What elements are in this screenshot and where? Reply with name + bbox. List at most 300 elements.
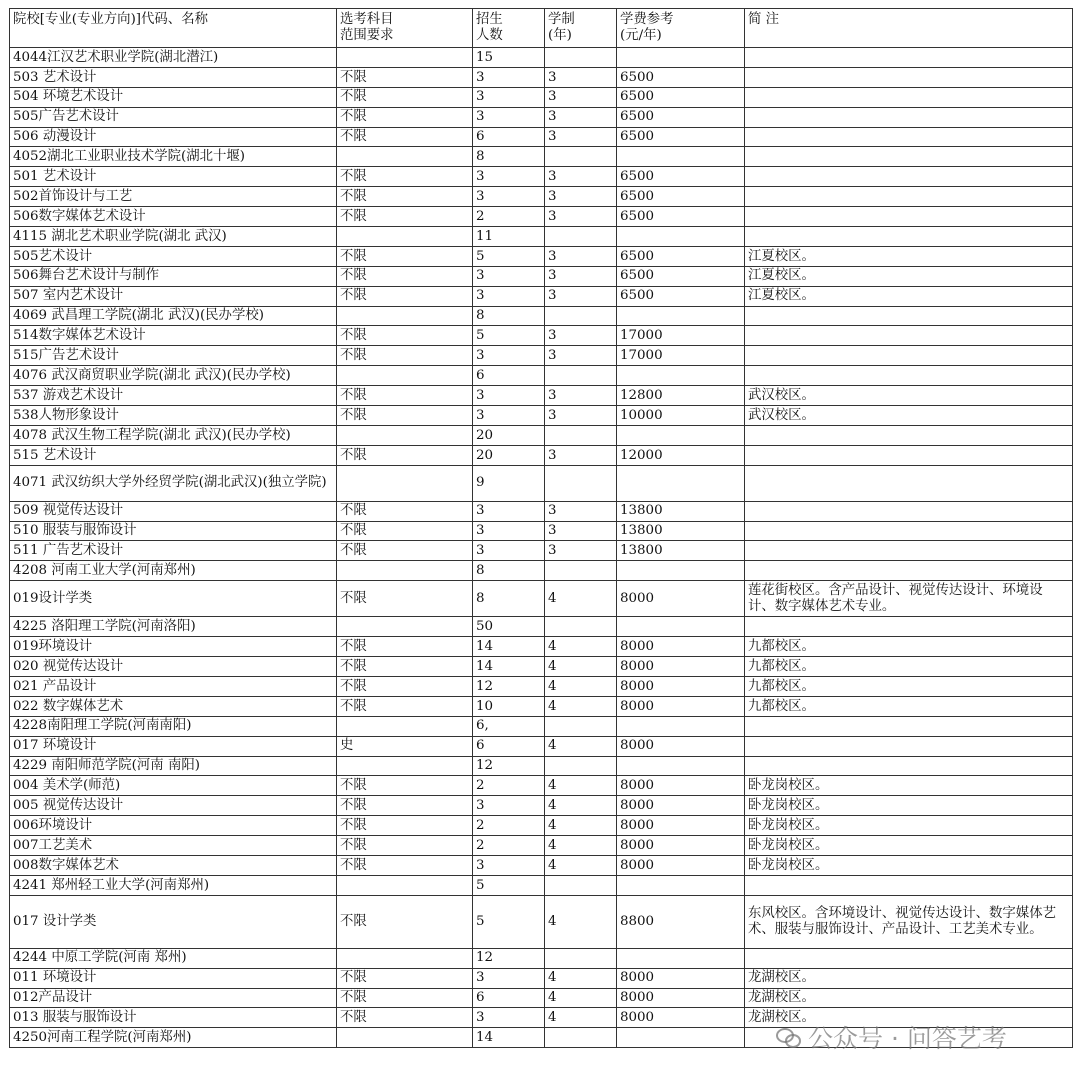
table-cell: 11: [473, 227, 545, 247]
table-row: [10, 207, 1073, 227]
table-cell: [745, 227, 1073, 247]
table-cell: 005 视觉传达设计: [10, 796, 337, 816]
table-cell: 8: [473, 147, 545, 167]
table-cell: [337, 756, 473, 776]
table-row: [10, 988, 1073, 1008]
table-cell: 卧龙岗校区。: [745, 816, 1073, 836]
table-row: [10, 227, 1073, 247]
table-cell: [545, 948, 617, 968]
table-cell: [337, 1028, 473, 1048]
table-cell: 不限: [337, 776, 473, 796]
table-cell: 不限: [337, 895, 473, 948]
table-cell: 4: [545, 895, 617, 948]
table-row: [10, 445, 1073, 465]
table-cell: [745, 326, 1073, 346]
table-cell: 不限: [337, 501, 473, 521]
table-cell: 3: [545, 445, 617, 465]
table-cell: [337, 425, 473, 445]
table-cell: 8800: [617, 895, 745, 948]
table-cell: 006环境设计: [10, 816, 337, 836]
table-row: [10, 406, 1073, 426]
table-cell: [745, 127, 1073, 147]
table-row: [10, 306, 1073, 326]
enrollment-table: [9, 8, 1073, 1048]
table-cell: 3: [545, 87, 617, 107]
table-cell: 不限: [337, 521, 473, 541]
table-cell: 511 广告艺术设计: [10, 541, 337, 561]
table-row: [10, 187, 1073, 207]
table-cell: 3: [473, 187, 545, 207]
table-cell: 4: [545, 796, 617, 816]
table-cell: 3: [473, 87, 545, 107]
table-cell: 武汉校区。: [745, 386, 1073, 406]
table-cell: 8000: [617, 581, 745, 617]
table-cell: 13800: [617, 501, 745, 521]
table-cell: [545, 561, 617, 581]
table-cell: 14: [473, 1028, 545, 1048]
table-cell: 3: [473, 266, 545, 286]
table-row: [10, 67, 1073, 87]
table-cell: 4: [545, 657, 617, 677]
table-cell: [337, 561, 473, 581]
table-cell: [745, 875, 1073, 895]
table-row: [10, 855, 1073, 875]
table-cell: 3: [545, 286, 617, 306]
table-cell: 17000: [617, 326, 745, 346]
table-cell: 3: [545, 541, 617, 561]
table-cell: 14: [473, 657, 545, 677]
table-cell: 3: [545, 326, 617, 346]
table-cell: 4076 武汉商贸职业学院(湖北 武汉)(民办学校): [10, 366, 337, 386]
table-cell: 17000: [617, 346, 745, 366]
table-row: [10, 968, 1073, 988]
table-cell: 515 艺术设计: [10, 445, 337, 465]
table-cell: 不限: [337, 581, 473, 617]
table-cell: [617, 561, 745, 581]
table-cell: 506数字媒体艺术设计: [10, 207, 337, 227]
table-cell: 卧龙岗校区。: [745, 836, 1073, 856]
table-cell: [337, 948, 473, 968]
header-cell: 院校[专业(专业方向)]代码、名称: [10, 9, 337, 48]
table-cell: 506 动漫设计: [10, 127, 337, 147]
table-cell: 卧龙岗校区。: [745, 796, 1073, 816]
table-cell: 不限: [337, 796, 473, 816]
table-cell: 8000: [617, 736, 745, 756]
table-cell: 莲花街校区。含产品设计、视觉传达设计、环境设计、数字媒体艺术专业。: [745, 581, 1073, 617]
table-cell: 6: [473, 127, 545, 147]
table-cell: [545, 147, 617, 167]
table-cell: 3: [473, 796, 545, 816]
table-cell: 不限: [337, 167, 473, 187]
table-cell: [617, 617, 745, 637]
table-cell: 3: [473, 541, 545, 561]
table-cell: 4: [545, 836, 617, 856]
table-cell: 4052湖北工业职业技术学院(湖北十堰): [10, 147, 337, 167]
table-row: [10, 617, 1073, 637]
table-cell: 不限: [337, 266, 473, 286]
table-cell: [617, 147, 745, 167]
table-cell: [745, 561, 1073, 581]
table-cell: 8: [473, 561, 545, 581]
table-cell: 8000: [617, 696, 745, 716]
table-cell: 3: [545, 107, 617, 127]
table-cell: 6500: [617, 246, 745, 266]
header-row: [10, 9, 1073, 48]
table-row: [10, 875, 1073, 895]
table-cell: 6: [473, 988, 545, 1008]
table-cell: [545, 756, 617, 776]
table-cell: 3: [473, 346, 545, 366]
table-cell: [745, 501, 1073, 521]
table-cell: 2: [473, 776, 545, 796]
table-cell: 007工艺美术: [10, 836, 337, 856]
table-cell: 九都校区。: [745, 637, 1073, 657]
table-cell: 不限: [337, 127, 473, 147]
table-cell: 3: [545, 127, 617, 147]
table-cell: [617, 366, 745, 386]
table-cell: 5: [473, 875, 545, 895]
table-cell: [545, 227, 617, 247]
table-cell: [745, 48, 1073, 68]
table-cell: [745, 445, 1073, 465]
table-cell: 3: [545, 207, 617, 227]
table-cell: 3: [545, 386, 617, 406]
table-cell: 龙湖校区。: [745, 968, 1073, 988]
table-cell: 5: [473, 895, 545, 948]
table-cell: 507 室内艺术设计: [10, 286, 337, 306]
table-cell: 510 服装与服饰设计: [10, 521, 337, 541]
table-cell: 017 设计学类: [10, 895, 337, 948]
table-cell: 4228南阳理工学院(河南南阳): [10, 716, 337, 736]
table-row: [10, 167, 1073, 187]
table-row: [10, 657, 1073, 677]
table-cell: 九都校区。: [745, 676, 1073, 696]
table-cell: 515广告艺术设计: [10, 346, 337, 366]
table-row: [10, 581, 1073, 617]
table-cell: [617, 425, 745, 445]
table-cell: 008数字媒体艺术: [10, 855, 337, 875]
table-cell: 505艺术设计: [10, 246, 337, 266]
table-cell: 不限: [337, 657, 473, 677]
table-cell: [545, 366, 617, 386]
table-cell: 506舞台艺术设计与制作: [10, 266, 337, 286]
table-cell: [545, 716, 617, 736]
table-cell: 15: [473, 48, 545, 68]
table-row: [10, 366, 1073, 386]
table-row: [10, 501, 1073, 521]
table-cell: [617, 1028, 745, 1048]
table-cell: 4: [545, 696, 617, 716]
table-cell: 卧龙岗校区。: [745, 776, 1073, 796]
table-cell: [337, 306, 473, 326]
table-cell: 4044江汉艺术职业学院(湖北潜江): [10, 48, 337, 68]
table-cell: 4078 武汉生物工程学院(湖北 武汉)(民办学校): [10, 425, 337, 445]
table-cell: 2: [473, 816, 545, 836]
table-cell: 502首饰设计与工艺: [10, 187, 337, 207]
table-cell: 3: [473, 167, 545, 187]
table-cell: 不限: [337, 346, 473, 366]
table-cell: 4: [545, 1008, 617, 1028]
table-cell: 022 数字媒体艺术: [10, 696, 337, 716]
table-row: [10, 465, 1073, 501]
table-cell: 江夏校区。: [745, 246, 1073, 266]
table-cell: 4: [545, 676, 617, 696]
table-cell: 14: [473, 637, 545, 657]
table-row: [10, 386, 1073, 406]
table-cell: 20: [473, 445, 545, 465]
table-cell: 8000: [617, 776, 745, 796]
table-cell: 东风校区。含环境设计、视觉传达设计、数字媒体艺术、服装与服饰设计、产品设计、工艺美术专业。: [745, 895, 1073, 948]
table-cell: 不限: [337, 246, 473, 266]
table-cell: 12: [473, 756, 545, 776]
table-cell: 不限: [337, 286, 473, 306]
table-cell: 8000: [617, 657, 745, 677]
table-cell: [745, 346, 1073, 366]
table-cell: 不限: [337, 187, 473, 207]
table-cell: 501 艺术设计: [10, 167, 337, 187]
header-cell: 招生 人数: [473, 9, 545, 48]
table-row: [10, 836, 1073, 856]
table-cell: [745, 756, 1073, 776]
table-cell: 4225 洛阳理工学院(河南洛阳): [10, 617, 337, 637]
table-row: [10, 716, 1073, 736]
table-cell: 3: [545, 521, 617, 541]
table-cell: 8: [473, 306, 545, 326]
table-cell: 不限: [337, 445, 473, 465]
table-row: [10, 637, 1073, 657]
header-cell: 学费参考 (元/年): [617, 9, 745, 48]
table-cell: 3: [473, 855, 545, 875]
table-cell: 6: [473, 366, 545, 386]
table-cell: 6500: [617, 266, 745, 286]
table-cell: [617, 465, 745, 501]
table-cell: 4: [545, 855, 617, 875]
table-cell: 3: [473, 406, 545, 426]
header-cell: 简 注: [745, 9, 1073, 48]
table-cell: [545, 465, 617, 501]
table-cell: [617, 48, 745, 68]
table-cell: [745, 521, 1073, 541]
table-cell: 不限: [337, 67, 473, 87]
table-cell: [337, 716, 473, 736]
table-cell: 5: [473, 326, 545, 346]
table-row: [10, 266, 1073, 286]
table-cell: 6500: [617, 67, 745, 87]
table-cell: [745, 425, 1073, 445]
table-cell: 九都校区。: [745, 696, 1073, 716]
table-cell: 3: [545, 346, 617, 366]
table-cell: [337, 617, 473, 637]
table-cell: 8000: [617, 796, 745, 816]
table-row: [10, 48, 1073, 68]
header-cell: 选考科目 范围要求: [337, 9, 473, 48]
table-cell: 8000: [617, 676, 745, 696]
table-cell: [545, 875, 617, 895]
table-cell: 4229 南阳师范学院(河南 南阳): [10, 756, 337, 776]
table-cell: [337, 147, 473, 167]
table-cell: [617, 227, 745, 247]
table-cell: 3: [545, 67, 617, 87]
table-cell: 4115 湖北艺术职业学院(湖北 武汉): [10, 227, 337, 247]
table-cell: [745, 147, 1073, 167]
table-row: [10, 895, 1073, 948]
table-cell: [617, 306, 745, 326]
table-cell: 4244 中原工学院(河南 郑州): [10, 948, 337, 968]
table-cell: 3: [473, 501, 545, 521]
table-cell: 九都校区。: [745, 657, 1073, 677]
table-cell: 4: [545, 988, 617, 1008]
table-cell: 3: [545, 167, 617, 187]
table-cell: 不限: [337, 207, 473, 227]
table-cell: 8000: [617, 988, 745, 1008]
table-cell: 6500: [617, 207, 745, 227]
table-row: [10, 776, 1073, 796]
table-row: [10, 286, 1073, 306]
table-cell: 3: [545, 501, 617, 521]
table-cell: 史: [337, 736, 473, 756]
table-cell: 江夏校区。: [745, 266, 1073, 286]
table-cell: 13800: [617, 541, 745, 561]
table-cell: 卧龙岗校区。: [745, 855, 1073, 875]
table-row: [10, 87, 1073, 107]
table-cell: [337, 48, 473, 68]
table-cell: [545, 425, 617, 445]
table-cell: 505广告艺术设计: [10, 107, 337, 127]
wechat-icon: [776, 1026, 802, 1048]
table-cell: 020 视觉传达设计: [10, 657, 337, 677]
table-cell: 6500: [617, 107, 745, 127]
table-cell: [545, 1028, 617, 1048]
table-cell: 3: [473, 286, 545, 306]
table-cell: [617, 875, 745, 895]
table-cell: 6500: [617, 187, 745, 207]
table-cell: [545, 306, 617, 326]
table-cell: 龙湖校区。: [745, 1008, 1073, 1028]
table-cell: 4: [545, 637, 617, 657]
table-cell: 8000: [617, 836, 745, 856]
table-cell: 3: [545, 187, 617, 207]
table-cell: [745, 87, 1073, 107]
table-cell: 50: [473, 617, 545, 637]
watermark: [776, 1019, 1007, 1055]
table-cell: [545, 48, 617, 68]
table-cell: 4241 郑州轻工业大学(河南郑州): [10, 875, 337, 895]
table-cell: 012产品设计: [10, 988, 337, 1008]
table-cell: [745, 541, 1073, 561]
table-cell: [745, 736, 1073, 756]
table-cell: 12: [473, 948, 545, 968]
table-cell: [617, 756, 745, 776]
table-cell: 4: [545, 968, 617, 988]
table-cell: 8000: [617, 968, 745, 988]
table-cell: 019设计学类: [10, 581, 337, 617]
header-cell: 学制 (年): [545, 9, 617, 48]
table-row: [10, 346, 1073, 366]
table-cell: 9: [473, 465, 545, 501]
table-cell: 6500: [617, 286, 745, 306]
watermark-text: 公众号 · 问答艺考: [808, 1024, 1007, 1053]
table-cell: [617, 716, 745, 736]
table-row: [10, 561, 1073, 581]
table-cell: 不限: [337, 855, 473, 875]
table-cell: 8000: [617, 855, 745, 875]
table-cell: 不限: [337, 988, 473, 1008]
table-cell: 013 服装与服饰设计: [10, 1008, 337, 1028]
table-cell: 6500: [617, 167, 745, 187]
table-cell: 3: [473, 1008, 545, 1028]
table-cell: [745, 716, 1073, 736]
table-row: [10, 521, 1073, 541]
table-cell: [745, 167, 1073, 187]
table-cell: 019环境设计: [10, 637, 337, 657]
table-cell: 504 环境艺术设计: [10, 87, 337, 107]
table-cell: 8: [473, 581, 545, 617]
table-cell: 537 游戏艺术设计: [10, 386, 337, 406]
table-cell: 6,: [473, 716, 545, 736]
table-cell: 4208 河南工业大学(河南郑州): [10, 561, 337, 581]
table-row: [10, 326, 1073, 346]
table-cell: 3: [473, 107, 545, 127]
table-cell: 8000: [617, 1008, 745, 1028]
table-cell: 3: [473, 968, 545, 988]
table-row: [10, 541, 1073, 561]
table-row: [10, 796, 1073, 816]
table-cell: 538人物形象设计: [10, 406, 337, 426]
table-cell: 6: [473, 736, 545, 756]
table-cell: 不限: [337, 107, 473, 127]
table-row: [10, 696, 1073, 716]
table-cell: 004 美术学(师范): [10, 776, 337, 796]
table-cell: 10000: [617, 406, 745, 426]
table-cell: 龙湖校区。: [745, 988, 1073, 1008]
table-cell: 13800: [617, 521, 745, 541]
table-cell: 武汉校区。: [745, 406, 1073, 426]
table-row: [10, 147, 1073, 167]
table-row: [10, 816, 1073, 836]
table-row: [10, 736, 1073, 756]
table-cell: 不限: [337, 637, 473, 657]
table-cell: [617, 948, 745, 968]
table-cell: 12800: [617, 386, 745, 406]
table-cell: 3: [473, 386, 545, 406]
table-cell: 5: [473, 246, 545, 266]
table-cell: 不限: [337, 326, 473, 346]
table-cell: 江夏校区。: [745, 286, 1073, 306]
table-cell: 4069 武昌理工学院(湖北 武汉)(民办学校): [10, 306, 337, 326]
table-cell: 不限: [337, 676, 473, 696]
table-cell: 4: [545, 581, 617, 617]
table-cell: [745, 306, 1073, 326]
table-cell: 12000: [617, 445, 745, 465]
table-cell: 4: [545, 736, 617, 756]
table-cell: [545, 617, 617, 637]
table-cell: [745, 107, 1073, 127]
table-row: [10, 107, 1073, 127]
table-cell: 不限: [337, 816, 473, 836]
table-cell: 2: [473, 207, 545, 227]
table-cell: 不限: [337, 836, 473, 856]
table-cell: 4: [545, 776, 617, 796]
table-cell: [745, 207, 1073, 227]
table-cell: 3: [545, 406, 617, 426]
table-cell: 20: [473, 425, 545, 445]
table-cell: 不限: [337, 406, 473, 426]
table-row: [10, 676, 1073, 696]
table-cell: 6500: [617, 87, 745, 107]
table-row: [10, 127, 1073, 147]
table-cell: [745, 187, 1073, 207]
table-cell: 不限: [337, 386, 473, 406]
